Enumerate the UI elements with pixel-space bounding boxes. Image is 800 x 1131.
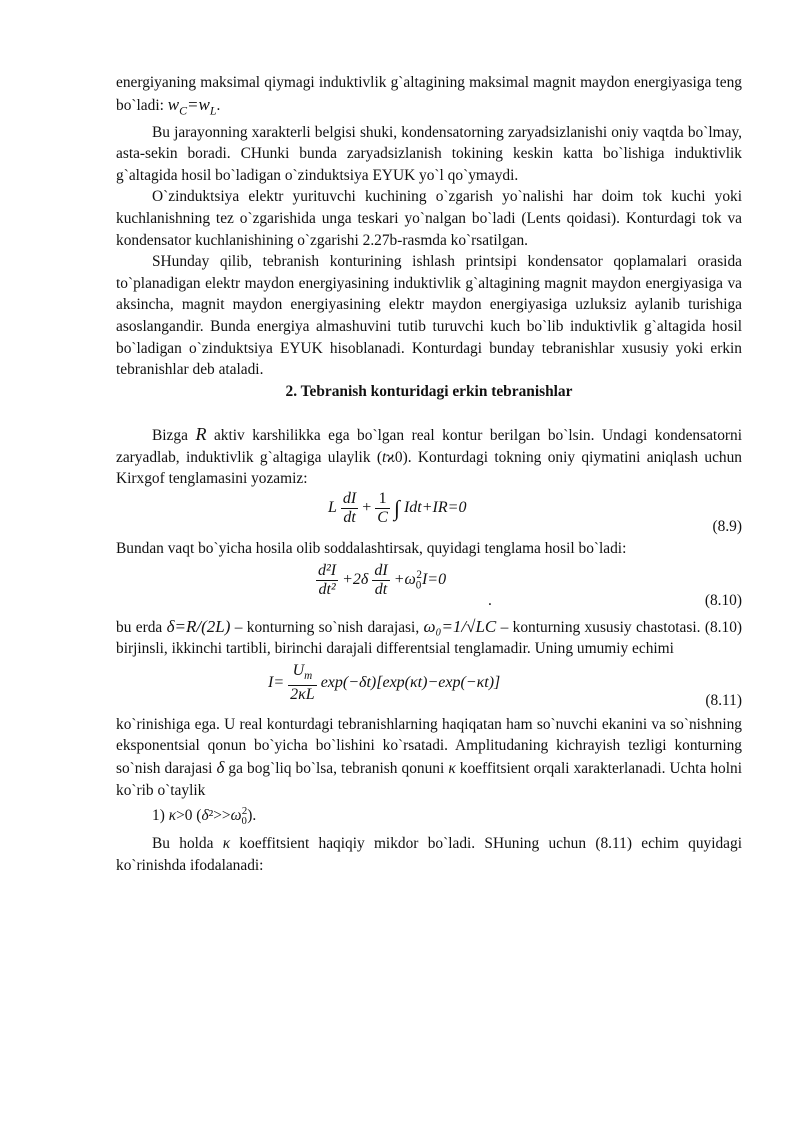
energy-equality-formula: $w_C=w_L$ [167,94,217,117]
kirchhoff-equation: L $\frac{dI}{dt}$ + $\frac{1}{C}$ ∫ Idt+IR=0 [328,490,467,527]
paragraph-definitions: bu erda δ=R/(2L) – konturning so`nish darajasi, ω₀=1/√LC – konturning xususiy chastotasi. (8.10) birjinsli, ikkinchi tartibli, birinchi darajali differentsial tenglamadir. Uning umumiy echimi [116,616,743,658]
fraction-dI-dt: $\frac{dI}{dt}$ [342,490,357,527]
paragraph-damping-explanation: ko`rinishiga ega. U real konturdagi tebranishlarning haqiqatan ham so`nuvchi ekanini va so`nishning eksponentsial qonun bo`yicha bo`lishini ko`rsatadi. Amplitudaning kichrayish tezligi konturning so`nish darajasi δ ga bog`liq bo`lsa, tebranish qonuni κ koeffitsient orqali xarakterlanadi. Uchta holni ko`rib o`taylik [116,715,742,799]
frequency-definition: ω₀=1/√LC [423,616,497,636]
equation-8-10: $\frac{\text{d²I}}{\text{dt²}}$ +2δ $\frac{dI}{dt}$ $+\omega_0^2I=0$ . (8.10) [116,560,742,616]
case-1: 1) κ>0 $(\delta^2>>\omega_0^2)$. [152,805,257,828]
fraction-dI-dt-2: $\frac{dI}{dt}$ [374,561,388,598]
integral-sign: ∫ [393,495,400,521]
fraction-Um-2kL: $\frac{U_m}{2\kappa L}$ [290,661,315,704]
paragraph-energy-equality: energiyaning maksimal qiymagi induktivlik g`altagining maksimal magnit maydon energiyasiga teng bo`ladi: $w_C=w_L$. [116,74,742,117]
damping-definition: δ=R/(2L) [166,616,231,636]
equation-8-11 [116,660,742,714]
equation-number: (8.9) [712,518,742,536]
section-heading: 2. Tebranish konturidagi erkin tebranishlar [285,382,573,400]
paragraph-self-induction: O`zinduktsiya elektr yurituvchi kuchining o`zgarish yo`nalishi har doim tok kuchi yoki kuchlanishning tez o`zgarishida unga teskari yo`nalgan bo`ladi (Lents qoidasi). Konturdagi tok va kondensator kuchlanishining o`zgarishi 2.27b-rasmda ko`rsatilgan. [116,188,742,249]
equation-number: (8.10) [704,591,742,609]
equation-8-9 [116,490,742,538]
paragraph-real-coefficient: Bu holda κ koeffitsient haqiqiy mikdor bo`ladi. SHuning uchun (8.11) echim quyidagi ko`rinishda ifodalanadi: [116,835,742,874]
general-solution: I= $\frac{U_m}{2\kappa L}$ exp(−δt)[exp(κt)−exp(−κt)] [268,661,501,704]
paragraph-principle: SHunday qilib, tebranish konturining ishlash printsipi kondensator qoplamalari orasida to`planadigan elektr maydon energiyasining induktivlik g`altagining magnit maydon energiyasiga va aksincha, magnit maydon energiyasining elektr maydon energiyasiga uzluksiz aylanib turishiga asoslangandir. Bunda energiya almashuvini tutib turuvchi kuch bo`lib induktivlik g`altagida hosil bo`ladigan o`zinduktsiya EYUK hisoblanadi. Konturdagi bunday tebranishlar xususiy yoki erkin tebranishlar deb ataladi. [116,253,742,379]
paragraph-real-contour: Bizga R aktiv karshilikka ega bo`lgan real kontur berilgan bo`lsin. Undagi kondensatorni zaryadlab, induktivlik g`altagiga ulaylik (tϰ0). Konturdagi tokning oniy qiymatini aniqlash uchun Kirxgof tenglamasini yozamiz: [116,424,742,488]
fraction-1-C: $\frac{1}{C}$ [377,490,388,527]
paragraph-derivative: Bundan vaqt bo`yicha hosila olib soddalashtirsak, quyidagi tenglama hosil bo`ladi: [116,540,627,558]
equation-number: (8.11) [705,691,742,709]
differential-equation: $\frac{\text{d²I}}{\text{dt²}}$ +2δ $\frac{dI}{dt}$ $+\omega_0^2I=0$ [318,561,447,598]
resistance-symbol: R [195,424,207,445]
paragraph-discharge: Bu jarayonning xarakterli belgisi shuki, kondensatorning zaryadsizlanishi oniy vaqtda bo`lmay, asta-sekin boradi. CHunki bunda zaryadsizlanish tokining keskin katta bo`lishiga induktivlik g`altagida hosil bo`ladigan o`zinduktsiya EYUK yo`l qo`ymaydi. [116,123,742,184]
paragraph-text: energiyaning maksimal qiymagi induktivlik g`altagining maksimal magnit maydon energiyasiga teng bo`ladi: [116,74,742,114]
fraction-d2I-dt2: $\frac{\text{d²I}}{\text{dt²}}$ [318,561,337,598]
document-page [116,72,742,876]
